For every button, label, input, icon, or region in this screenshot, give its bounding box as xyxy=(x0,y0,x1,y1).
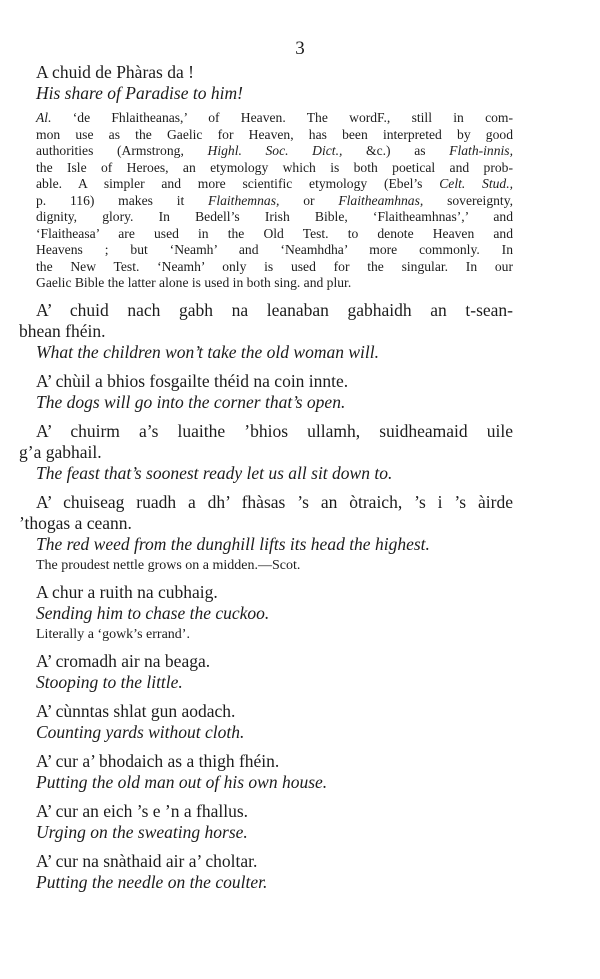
note-segment: sovereignty, xyxy=(423,192,514,208)
english-translation: Urging on the sweating horse. xyxy=(36,821,248,842)
english-translation: The dogs will go into the corner that’s open. xyxy=(36,391,346,412)
note-line xyxy=(19,259,513,276)
gaelic-proverb: A’ chùil a bhios fosgailte théid na coin innte. xyxy=(36,370,349,391)
note-line xyxy=(19,242,513,259)
proverb-entry xyxy=(19,801,513,843)
proverb-entry xyxy=(19,62,513,104)
proverb-entry xyxy=(19,421,513,484)
note-segment: Flath-innis, xyxy=(449,143,513,158)
note-segment: Gaelic Bible the latter alone is used in both sing. and plur. xyxy=(36,275,352,290)
proverb-footnote: Literally a ‘gowk’s errand’. xyxy=(36,626,190,642)
page-number: 3 xyxy=(295,38,305,59)
proverb-entry xyxy=(19,851,513,893)
english-translation: Putting the old man out of his own house. xyxy=(36,771,328,792)
gaelic-proverb: A’ cur an eich ’s e ’n a fhallus. xyxy=(36,800,249,821)
gaelic-proverb: A’ chuiseag ruadh a dh’ fhàsas ’s an òtraich, ’s i ’s àirde xyxy=(36,491,513,512)
gaelic-proverb: A’ chuid nach gabh na leanaban gabhaidh an t-sean- xyxy=(36,299,513,320)
note-segment: dignity, glory. In Bedell’s Irish Bible, ‘Flaitheamhnas’,’ and xyxy=(36,209,513,224)
note-segment: mon use as the Gaelic for Heaven, has been interpreted by good xyxy=(36,126,513,142)
note-segment: Flaithemnas, xyxy=(208,192,280,208)
gaelic-proverb: A chuid de Phàras da ! xyxy=(36,62,194,82)
gaelic-proverb-continued: g’a gabhail. xyxy=(19,441,102,462)
note-segment: Highl. Soc. Dict., xyxy=(207,143,343,158)
note-line xyxy=(19,209,513,226)
note-segment: ‘Flaitheasa’ are used in the Old Test. to denote Heaven and xyxy=(36,225,513,241)
gaelic-proverb: A chur a ruith na cubhaig. xyxy=(36,581,218,602)
english-translation: The red weed from the dunghill lifts its head the highest. xyxy=(36,533,430,554)
proverb-footnote: The proudest nettle grows on a midden.—Scot. xyxy=(36,557,301,573)
note-segment: p. 116) makes it xyxy=(36,192,209,208)
proverb-entry xyxy=(19,300,513,363)
note-segment: ‘de Fhlaitheanas,’ of Heaven. The wordF., still in com- xyxy=(51,110,513,125)
note-segment: or xyxy=(279,192,339,208)
proverb-entry xyxy=(19,751,513,793)
english-translation: Stooping to the little. xyxy=(36,671,183,692)
note-line xyxy=(19,193,513,210)
proverb-entry xyxy=(19,651,513,693)
note-segment: &c.) as xyxy=(342,143,450,158)
etymology-note xyxy=(19,110,513,292)
english-translation: The feast that’s soonest ready let us all sit down to. xyxy=(36,462,393,483)
note-line xyxy=(19,127,513,144)
note-line xyxy=(19,226,513,243)
gaelic-proverb: A’ cromadh air na beaga. xyxy=(36,650,211,671)
proverb-entry xyxy=(19,701,513,743)
english-translation: Sending him to chase the cuckoo. xyxy=(36,602,270,623)
note-line xyxy=(19,275,513,292)
gaelic-proverb-continued: bhean fhéin. xyxy=(19,320,106,341)
proverb-entry xyxy=(19,371,513,413)
gaelic-proverb: A’ cùnntas shlat gun aodach. xyxy=(36,700,236,721)
note-segment: Flaitheamhnas, xyxy=(338,192,424,208)
english-translation: Putting the needle on the coulter. xyxy=(36,871,268,892)
note-line xyxy=(19,160,513,177)
note-segment: the New Test. ‘Neamh’ only is used for the singular. In our xyxy=(36,258,513,274)
gaelic-proverb: A’ cur a’ bhodaich as a thigh fhéin. xyxy=(36,750,280,771)
english-translation: His share of Paradise to him! xyxy=(36,83,243,103)
note-line xyxy=(19,110,513,127)
note-line xyxy=(19,143,513,160)
gaelic-proverb: A’ chuirm a’s luaithe ’bhios ullamh, suidheamaid uile xyxy=(36,420,513,441)
note-segment: authorities (Armstrong, xyxy=(36,143,208,158)
main-text xyxy=(19,62,513,899)
note-line xyxy=(19,176,513,193)
gaelic-proverb-continued: ’thogas a ceann. xyxy=(19,512,132,533)
gaelic-proverb: A’ cur na snàthaid air a’ choltar. xyxy=(36,850,258,871)
note-segment: Al. xyxy=(36,110,52,125)
proverb-entry xyxy=(19,582,513,643)
proverb-list xyxy=(19,300,513,893)
note-segment: the Isle of Heroes, an etymology which is both poetical and prob- xyxy=(36,159,513,175)
proverb-entry xyxy=(19,492,513,574)
note-segment: Heavens ; but ‘Neamh’ and ‘Neamhdha’ more commonly. In xyxy=(36,242,513,257)
english-translation: Counting yards without cloth. xyxy=(36,721,245,742)
note-segment: able. A simpler and more scientific etymology (Ebel’s xyxy=(36,176,440,191)
note-segment: Celt. Stud., xyxy=(439,176,513,191)
english-translation: What the children won’t take the old woman will. xyxy=(36,341,379,362)
